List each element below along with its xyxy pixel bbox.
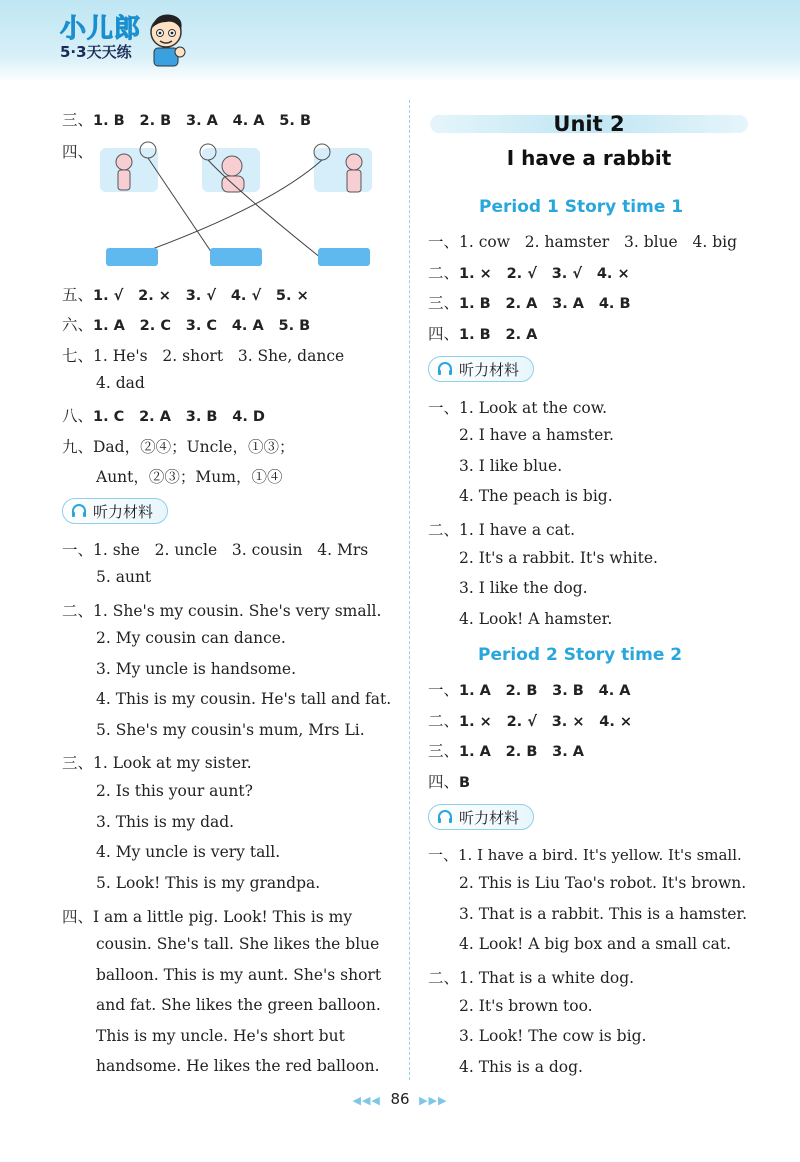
- column-divider: [409, 100, 410, 1080]
- logo-subtitle: 5·3天天练: [60, 43, 132, 61]
- p1-script-row: 二、1. I have a cat.: [428, 521, 576, 539]
- script-row-2: 4. This is my cousin. He's tall and fat.: [96, 690, 392, 708]
- script-row-2: 5. She's my cousin's mum, Mrs Li.: [96, 721, 365, 739]
- p2-script-row: 4. Look! A big box and a small cat.: [459, 935, 732, 953]
- script-row-2: 3. My uncle is handsome.: [96, 660, 297, 678]
- answer-row-9: 九、Dad，②④；Uncle，①③；: [62, 438, 295, 456]
- script-row-4: handsome. He likes the red balloon.: [96, 1057, 380, 1075]
- p2-script-row: 2. It's brown too.: [459, 997, 593, 1015]
- script-row-3: 2. Is this your aunt?: [96, 782, 253, 800]
- script-row-2: 2. My cousin can dance.: [96, 629, 286, 647]
- period-1-heading: Period 1 Story time 1: [479, 197, 684, 217]
- script-row-4: 四、I am a little pig. Look! This is my: [62, 908, 353, 926]
- answer-row-7: 七、1. He's 2. short 3. She, dance: [62, 347, 345, 365]
- p2-script-row: 4. This is a dog.: [459, 1058, 583, 1076]
- unit-number: Unit 2: [553, 112, 625, 136]
- script-row-3: 5. Look! This is my grandpa.: [96, 874, 321, 892]
- answer-row-7-cont: 4. dad: [96, 374, 145, 392]
- headphones-icon: [437, 810, 453, 824]
- unit-title: I have a rabbit: [506, 146, 672, 170]
- p2-answer-row: 三、1. A 2. B 3. A: [428, 742, 585, 760]
- next-arrows-icon: ▶▶▶: [419, 1094, 448, 1107]
- script-row-4: This is my uncle. He's short but: [96, 1027, 345, 1045]
- listening-material-label: 听力材料: [428, 356, 534, 382]
- p1-script-row: 3. I like the dog.: [459, 579, 588, 597]
- p2-answer-row: 一、1. A 2. B 3. B 4. A: [428, 681, 631, 699]
- p2-script-row: 2. This is Liu Tao's robot. It's brown.: [459, 874, 747, 892]
- answer-row-4-label: 四、: [62, 143, 94, 161]
- answer-row-6: 六、1. A 2. C 3. C 4. A 5. B: [62, 316, 311, 334]
- script-row-4: balloon. This is my aunt. She's short: [96, 966, 382, 984]
- answer-row-3: 三、1. B 2. B 3. A 4. A 5. B: [62, 111, 311, 129]
- p1-answer-row: 三、1. B 2. A 3. A 4. B: [428, 294, 631, 312]
- p2-answer-row: 二、1. × 2. √ 3. × 4. ×: [428, 712, 633, 730]
- headphones-icon: [437, 362, 453, 376]
- script-row-3: 三、1. Look at my sister.: [62, 754, 252, 772]
- page-number: 86: [390, 1090, 410, 1108]
- p2-answer-row: 四、B: [428, 773, 471, 791]
- listening-material-label: 听力材料: [62, 498, 168, 524]
- p1-answer-row: 四、1. B 2. A: [428, 325, 538, 343]
- p2-script-row: 二、1. That is a white dog.: [428, 969, 635, 987]
- script-row-1-cont: 5. aunt: [96, 568, 152, 586]
- answer-row-9-cont: Aunt，②③；Mum，①④: [96, 468, 283, 486]
- p1-script-row: 4. The peach is big.: [459, 487, 613, 505]
- p2-script-row: 3. That is a rabbit. This is a hamster.: [459, 905, 748, 923]
- p1-answer-row: 一、1. cow 2. hamster 3. blue 4. big: [428, 233, 738, 251]
- script-row-2: 二、1. She's my cousin. She's very small.: [62, 602, 382, 620]
- answer-row-5: 五、1. √ 2. × 3. √ 4. √ 5. ×: [62, 286, 309, 304]
- script-row-3: 4. My uncle is very tall.: [96, 843, 281, 861]
- script-row-3: 3. This is my dad.: [96, 813, 235, 831]
- period-2-heading: Period 2 Story time 2: [478, 645, 683, 665]
- p1-script-row: 2. It's a rabbit. It's white.: [459, 549, 658, 567]
- header-banner: [0, 0, 800, 82]
- matching-illustration: [96, 140, 381, 272]
- script-row-4: cousin. She's tall. She likes the blue: [96, 935, 380, 953]
- p1-script-row: 4. Look! A hamster.: [459, 610, 613, 628]
- p1-answer-row: 二、1. × 2. √ 3. √ 4. ×: [428, 264, 630, 282]
- script-row-1: 一、1. she 2. uncle 3. cousin 4. Mrs: [62, 541, 369, 559]
- answer-row-8: 八、1. C 2. A 3. B 4. D: [62, 407, 265, 425]
- p2-script-row: 3. Look! The cow is big.: [459, 1027, 647, 1045]
- mascot-icon: [146, 10, 190, 68]
- p1-script-row: 一、1. Look at the cow.: [428, 399, 608, 417]
- logo: [60, 8, 141, 62]
- script-row-4: and fat. She likes the green balloon.: [96, 996, 381, 1014]
- prev-arrows-icon: ◀◀◀: [352, 1094, 381, 1107]
- listening-material-label: 听力材料: [428, 804, 534, 830]
- headphones-icon: [71, 504, 87, 518]
- page-footer: [0, 1090, 800, 1108]
- logo-title: 小儿郎: [60, 14, 142, 44]
- p1-script-row: 2. I have a hamster.: [459, 426, 614, 444]
- p1-script-row: 3. I like blue.: [459, 457, 563, 475]
- p2-script-row: 一、1. I have a bird. It's yellow. It's small.: [428, 846, 742, 864]
